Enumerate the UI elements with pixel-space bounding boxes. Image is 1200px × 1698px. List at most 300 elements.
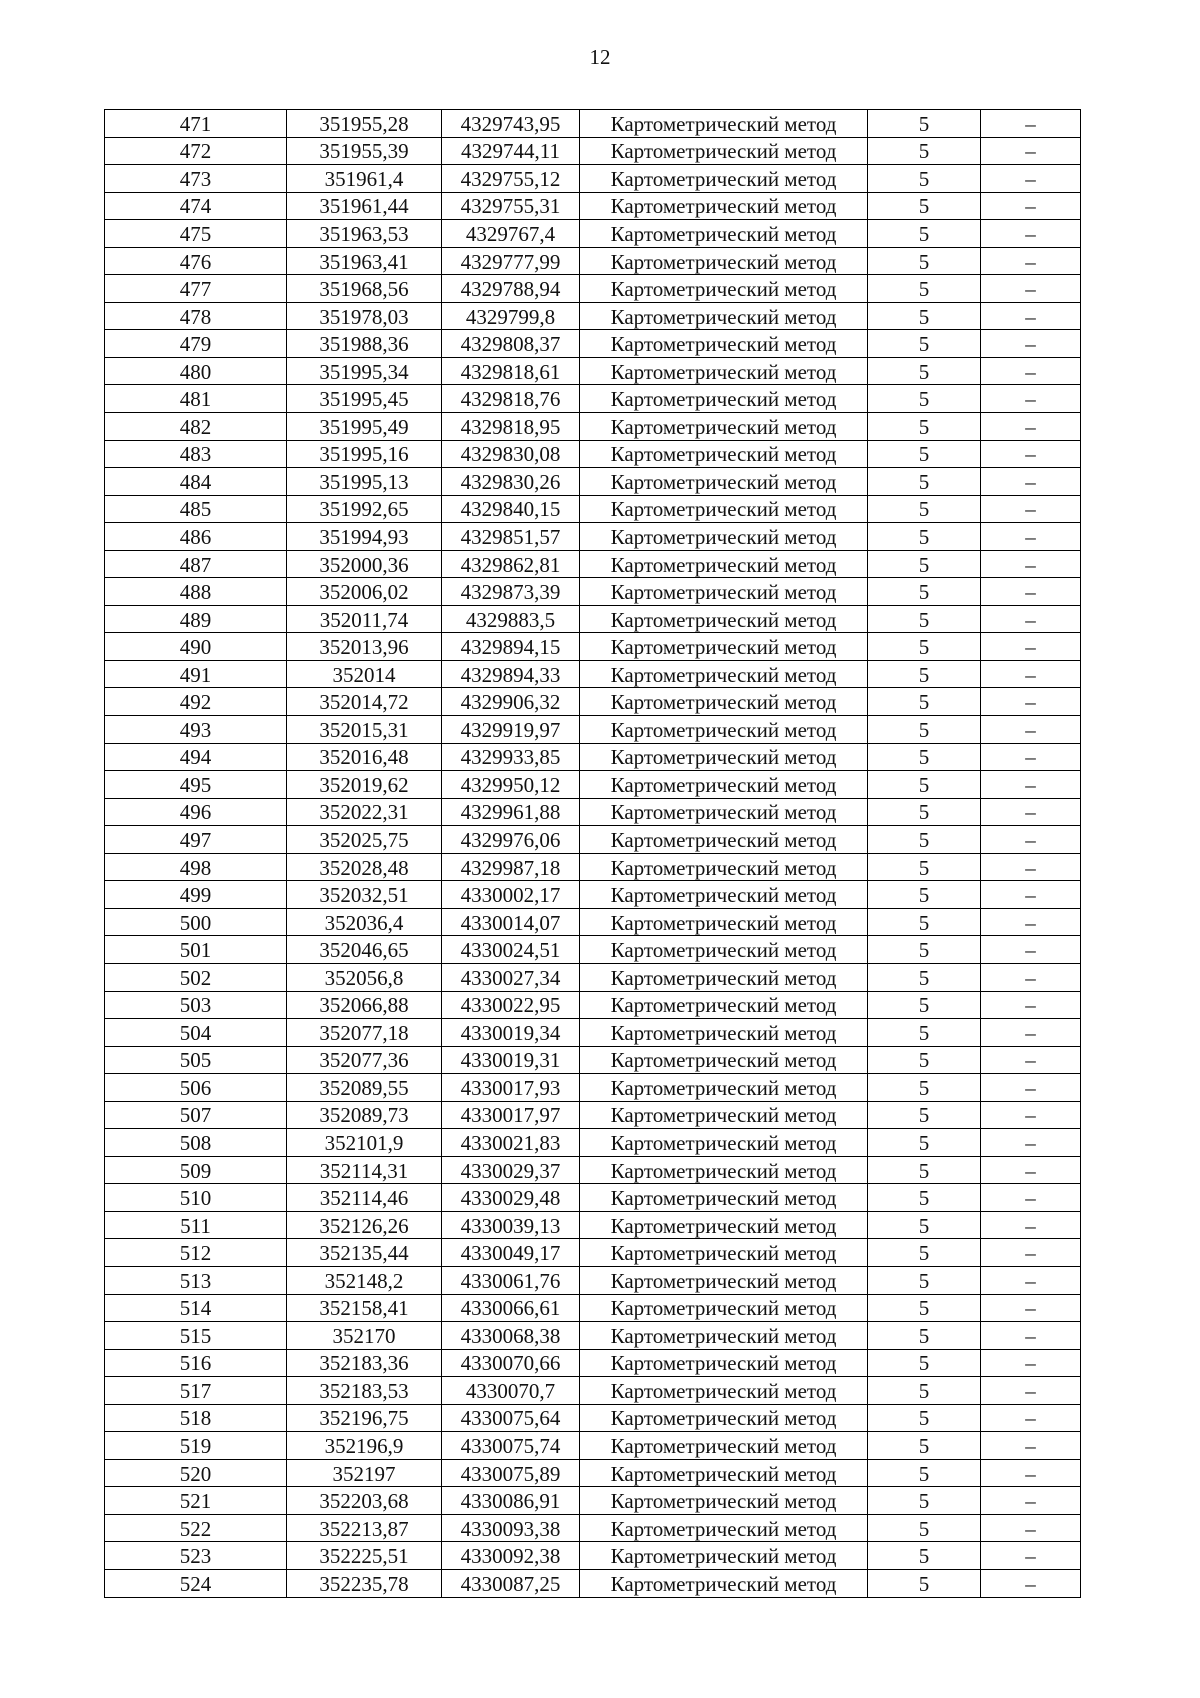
description-cell: – xyxy=(981,881,1081,909)
method-cell: Картометрический метод xyxy=(580,1487,868,1515)
description-cell: – xyxy=(981,826,1081,854)
precision-cell: 5 xyxy=(868,220,981,248)
x-coordinate-cell: 352014,72 xyxy=(287,688,442,716)
description-cell: – xyxy=(981,1487,1081,1515)
point-number-cell: 498 xyxy=(105,853,287,881)
x-coordinate-cell: 351995,13 xyxy=(287,468,442,496)
table-row xyxy=(105,165,1081,193)
y-coordinate-cell: 4329950,12 xyxy=(442,771,580,799)
method-cell: Картометрический метод xyxy=(580,468,868,496)
method-cell: Картометрический метод xyxy=(580,1019,868,1047)
point-number-cell: 481 xyxy=(105,385,287,413)
y-coordinate-cell: 4329788,94 xyxy=(442,275,580,303)
precision-cell: 5 xyxy=(868,578,981,606)
x-coordinate-cell: 352025,75 xyxy=(287,826,442,854)
precision-cell: 5 xyxy=(868,1211,981,1239)
x-coordinate-cell: 351961,44 xyxy=(287,192,442,220)
precision-cell: 5 xyxy=(868,1542,981,1570)
method-cell: Картометрический метод xyxy=(580,550,868,578)
method-cell: Картометрический метод xyxy=(580,110,868,138)
precision-cell: 5 xyxy=(868,908,981,936)
method-cell: Картометрический метод xyxy=(580,275,868,303)
y-coordinate-cell: 4329862,81 xyxy=(442,550,580,578)
method-cell: Картометрический метод xyxy=(580,881,868,909)
method-cell: Картометрический метод xyxy=(580,495,868,523)
precision-cell: 5 xyxy=(868,1101,981,1129)
table-row xyxy=(105,468,1081,496)
precision-cell: 5 xyxy=(868,1294,981,1322)
method-cell: Картометрический метод xyxy=(580,798,868,826)
method-cell: Картометрический метод xyxy=(580,771,868,799)
precision-cell: 5 xyxy=(868,110,981,138)
table-row xyxy=(105,1101,1081,1129)
precision-cell: 5 xyxy=(868,247,981,275)
point-number-cell: 514 xyxy=(105,1294,287,1322)
y-coordinate-cell: 4330070,7 xyxy=(442,1377,580,1405)
method-cell: Картометрический метод xyxy=(580,1404,868,1432)
table-row xyxy=(105,137,1081,165)
table-row xyxy=(105,523,1081,551)
description-cell: – xyxy=(981,798,1081,826)
table-row xyxy=(105,495,1081,523)
table-row xyxy=(105,1156,1081,1184)
y-coordinate-cell: 4329744,11 xyxy=(442,137,580,165)
y-coordinate-cell: 4329873,39 xyxy=(442,578,580,606)
point-number-cell: 504 xyxy=(105,1019,287,1047)
point-number-cell: 515 xyxy=(105,1322,287,1350)
method-cell: Картометрический метод xyxy=(580,220,868,248)
x-coordinate-cell: 352077,18 xyxy=(287,1019,442,1047)
description-cell: – xyxy=(981,1129,1081,1157)
x-coordinate-cell: 351988,36 xyxy=(287,330,442,358)
point-number-cell: 519 xyxy=(105,1432,287,1460)
method-cell: Картометрический метод xyxy=(580,716,868,744)
table-row xyxy=(105,881,1081,909)
table-row xyxy=(105,963,1081,991)
precision-cell: 5 xyxy=(868,468,981,496)
x-coordinate-cell: 352203,68 xyxy=(287,1487,442,1515)
precision-cell: 5 xyxy=(868,963,981,991)
method-cell: Картометрический метод xyxy=(580,523,868,551)
x-coordinate-cell: 351963,53 xyxy=(287,220,442,248)
x-coordinate-cell: 352170 xyxy=(287,1322,442,1350)
precision-cell: 5 xyxy=(868,1156,981,1184)
precision-cell: 5 xyxy=(868,1019,981,1047)
point-number-cell: 513 xyxy=(105,1266,287,1294)
y-coordinate-cell: 4330022,95 xyxy=(442,991,580,1019)
table-row xyxy=(105,330,1081,358)
point-number-cell: 482 xyxy=(105,413,287,441)
y-coordinate-cell: 4329840,15 xyxy=(442,495,580,523)
description-cell: – xyxy=(981,743,1081,771)
point-number-cell: 487 xyxy=(105,550,287,578)
table-row xyxy=(105,110,1081,138)
table-row xyxy=(105,1404,1081,1432)
x-coordinate-cell: 351995,16 xyxy=(287,440,442,468)
point-number-cell: 522 xyxy=(105,1514,287,1542)
table-row xyxy=(105,1184,1081,1212)
x-coordinate-cell: 351968,56 xyxy=(287,275,442,303)
table-row xyxy=(105,1569,1081,1597)
point-number-cell: 523 xyxy=(105,1542,287,1570)
table-row xyxy=(105,413,1081,441)
point-number-cell: 478 xyxy=(105,302,287,330)
y-coordinate-cell: 4329808,37 xyxy=(442,330,580,358)
point-number-cell: 474 xyxy=(105,192,287,220)
description-cell: – xyxy=(981,605,1081,633)
method-cell: Картометрический метод xyxy=(580,357,868,385)
x-coordinate-cell: 352213,87 xyxy=(287,1514,442,1542)
table-row xyxy=(105,1377,1081,1405)
description-cell: – xyxy=(981,991,1081,1019)
precision-cell: 5 xyxy=(868,275,981,303)
x-coordinate-cell: 351955,28 xyxy=(287,110,442,138)
point-number-cell: 480 xyxy=(105,357,287,385)
method-cell: Картометрический метод xyxy=(580,605,868,633)
y-coordinate-cell: 4330019,31 xyxy=(442,1046,580,1074)
method-cell: Картометрический метод xyxy=(580,247,868,275)
y-coordinate-cell: 4330093,38 xyxy=(442,1514,580,1542)
x-coordinate-cell: 352089,73 xyxy=(287,1101,442,1129)
point-number-cell: 524 xyxy=(105,1569,287,1597)
method-cell: Картометрический метод xyxy=(580,330,868,358)
description-cell: – xyxy=(981,1211,1081,1239)
precision-cell: 5 xyxy=(868,413,981,441)
point-number-cell: 497 xyxy=(105,826,287,854)
description-cell: – xyxy=(981,1542,1081,1570)
x-coordinate-cell: 351961,4 xyxy=(287,165,442,193)
x-coordinate-cell: 352011,74 xyxy=(287,605,442,633)
x-coordinate-cell: 352114,31 xyxy=(287,1156,442,1184)
x-coordinate-cell: 351995,34 xyxy=(287,357,442,385)
point-number-cell: 493 xyxy=(105,716,287,744)
y-coordinate-cell: 4330068,38 xyxy=(442,1322,580,1350)
y-coordinate-cell: 4330061,76 xyxy=(442,1266,580,1294)
method-cell: Картометрический метод xyxy=(580,991,868,1019)
y-coordinate-cell: 4330017,93 xyxy=(442,1074,580,1102)
x-coordinate-cell: 352046,65 xyxy=(287,936,442,964)
point-number-cell: 471 xyxy=(105,110,287,138)
precision-cell: 5 xyxy=(868,1322,981,1350)
description-cell: – xyxy=(981,578,1081,606)
y-coordinate-cell: 4330039,13 xyxy=(442,1211,580,1239)
point-number-cell: 510 xyxy=(105,1184,287,1212)
x-coordinate-cell: 352015,31 xyxy=(287,716,442,744)
description-cell: – xyxy=(981,1156,1081,1184)
method-cell: Картометрический метод xyxy=(580,908,868,936)
description-cell: – xyxy=(981,165,1081,193)
x-coordinate-cell: 351955,39 xyxy=(287,137,442,165)
y-coordinate-cell: 4329755,12 xyxy=(442,165,580,193)
y-coordinate-cell: 4329818,76 xyxy=(442,385,580,413)
precision-cell: 5 xyxy=(868,385,981,413)
method-cell: Картометрический метод xyxy=(580,413,868,441)
y-coordinate-cell: 4330027,34 xyxy=(442,963,580,991)
description-cell: – xyxy=(981,275,1081,303)
table-row xyxy=(105,1046,1081,1074)
coordinates-table-body xyxy=(105,110,1081,1598)
x-coordinate-cell: 352022,31 xyxy=(287,798,442,826)
precision-cell: 5 xyxy=(868,1459,981,1487)
x-coordinate-cell: 352056,8 xyxy=(287,963,442,991)
description-cell: – xyxy=(981,302,1081,330)
point-number-cell: 484 xyxy=(105,468,287,496)
precision-cell: 5 xyxy=(868,1239,981,1267)
description-cell: – xyxy=(981,660,1081,688)
y-coordinate-cell: 4329987,18 xyxy=(442,853,580,881)
description-cell: – xyxy=(981,1101,1081,1129)
page-number: 12 xyxy=(589,45,611,69)
method-cell: Картометрический метод xyxy=(580,743,868,771)
method-cell: Картометрический метод xyxy=(580,165,868,193)
precision-cell: 5 xyxy=(868,440,981,468)
table-row xyxy=(105,1129,1081,1157)
point-number-cell: 501 xyxy=(105,936,287,964)
description-cell: – xyxy=(981,716,1081,744)
table-row xyxy=(105,578,1081,606)
method-cell: Картометрический метод xyxy=(580,963,868,991)
y-coordinate-cell: 4330075,74 xyxy=(442,1432,580,1460)
table-row xyxy=(105,1294,1081,1322)
description-cell: – xyxy=(981,1239,1081,1267)
table-row xyxy=(105,605,1081,633)
table-row xyxy=(105,192,1081,220)
y-coordinate-cell: 4329976,06 xyxy=(442,826,580,854)
description-cell: – xyxy=(981,357,1081,385)
table-row xyxy=(105,660,1081,688)
x-coordinate-cell: 352148,2 xyxy=(287,1266,442,1294)
x-coordinate-cell: 352126,26 xyxy=(287,1211,442,1239)
description-cell: – xyxy=(981,1377,1081,1405)
method-cell: Картометрический метод xyxy=(580,1432,868,1460)
method-cell: Картометрический метод xyxy=(580,1569,868,1597)
precision-cell: 5 xyxy=(868,605,981,633)
y-coordinate-cell: 4329851,57 xyxy=(442,523,580,551)
method-cell: Картометрический метод xyxy=(580,688,868,716)
precision-cell: 5 xyxy=(868,1377,981,1405)
coordinates-table xyxy=(104,109,1081,1598)
table-row xyxy=(105,1349,1081,1377)
precision-cell: 5 xyxy=(868,1266,981,1294)
description-cell: – xyxy=(981,1569,1081,1597)
point-number-cell: 518 xyxy=(105,1404,287,1432)
table-row xyxy=(105,936,1081,964)
y-coordinate-cell: 4329830,26 xyxy=(442,468,580,496)
y-coordinate-cell: 4330066,61 xyxy=(442,1294,580,1322)
method-cell: Картометрический метод xyxy=(580,1101,868,1129)
description-cell: – xyxy=(981,1432,1081,1460)
precision-cell: 5 xyxy=(868,523,981,551)
point-number-cell: 472 xyxy=(105,137,287,165)
point-number-cell: 483 xyxy=(105,440,287,468)
description-cell: – xyxy=(981,110,1081,138)
x-coordinate-cell: 351994,93 xyxy=(287,523,442,551)
y-coordinate-cell: 4330002,17 xyxy=(442,881,580,909)
description-cell: – xyxy=(981,247,1081,275)
method-cell: Картометрический метод xyxy=(580,1046,868,1074)
table-row xyxy=(105,302,1081,330)
description-cell: – xyxy=(981,413,1081,441)
x-coordinate-cell: 352032,51 xyxy=(287,881,442,909)
x-coordinate-cell: 352089,55 xyxy=(287,1074,442,1102)
x-coordinate-cell: 352183,36 xyxy=(287,1349,442,1377)
x-coordinate-cell: 352028,48 xyxy=(287,853,442,881)
point-number-cell: 492 xyxy=(105,688,287,716)
description-cell: – xyxy=(981,908,1081,936)
x-coordinate-cell: 351995,49 xyxy=(287,413,442,441)
table-row xyxy=(105,440,1081,468)
y-coordinate-cell: 4330029,48 xyxy=(442,1184,580,1212)
precision-cell: 5 xyxy=(868,302,981,330)
point-number-cell: 509 xyxy=(105,1156,287,1184)
description-cell: – xyxy=(981,1184,1081,1212)
precision-cell: 5 xyxy=(868,1349,981,1377)
x-coordinate-cell: 352183,53 xyxy=(287,1377,442,1405)
x-coordinate-cell: 352235,78 xyxy=(287,1569,442,1597)
table-row xyxy=(105,633,1081,661)
description-cell: – xyxy=(981,495,1081,523)
table-row xyxy=(105,1459,1081,1487)
description-cell: – xyxy=(981,1019,1081,1047)
x-coordinate-cell: 351963,41 xyxy=(287,247,442,275)
precision-cell: 5 xyxy=(868,1569,981,1597)
method-cell: Картометрический метод xyxy=(580,440,868,468)
point-number-cell: 495 xyxy=(105,771,287,799)
y-coordinate-cell: 4329894,33 xyxy=(442,660,580,688)
precision-cell: 5 xyxy=(868,743,981,771)
description-cell: – xyxy=(981,1349,1081,1377)
description-cell: – xyxy=(981,1459,1081,1487)
point-number-cell: 517 xyxy=(105,1377,287,1405)
point-number-cell: 511 xyxy=(105,1211,287,1239)
table-row xyxy=(105,908,1081,936)
point-number-cell: 506 xyxy=(105,1074,287,1102)
method-cell: Картометрический метод xyxy=(580,1156,868,1184)
description-cell: – xyxy=(981,936,1081,964)
method-cell: Картометрический метод xyxy=(580,853,868,881)
x-coordinate-cell: 352135,44 xyxy=(287,1239,442,1267)
x-coordinate-cell: 352158,41 xyxy=(287,1294,442,1322)
point-number-cell: 490 xyxy=(105,633,287,661)
method-cell: Картометрический метод xyxy=(580,1184,868,1212)
table-row xyxy=(105,385,1081,413)
table-row xyxy=(105,550,1081,578)
description-cell: – xyxy=(981,220,1081,248)
table-row xyxy=(105,1211,1081,1239)
x-coordinate-cell: 352114,46 xyxy=(287,1184,442,1212)
precision-cell: 5 xyxy=(868,771,981,799)
method-cell: Картометрический метод xyxy=(580,1294,868,1322)
y-coordinate-cell: 4329894,15 xyxy=(442,633,580,661)
method-cell: Картометрический метод xyxy=(580,385,868,413)
precision-cell: 5 xyxy=(868,1129,981,1157)
x-coordinate-cell: 352014 xyxy=(287,660,442,688)
method-cell: Картометрический метод xyxy=(580,826,868,854)
method-cell: Картометрический метод xyxy=(580,578,868,606)
x-coordinate-cell: 352225,51 xyxy=(287,1542,442,1570)
precision-cell: 5 xyxy=(868,633,981,661)
method-cell: Картометрический метод xyxy=(580,137,868,165)
method-cell: Картометрический метод xyxy=(580,1074,868,1102)
table-row xyxy=(105,1074,1081,1102)
point-number-cell: 488 xyxy=(105,578,287,606)
y-coordinate-cell: 4330017,97 xyxy=(442,1101,580,1129)
y-coordinate-cell: 4329919,97 xyxy=(442,716,580,744)
y-coordinate-cell: 4330014,07 xyxy=(442,908,580,936)
point-number-cell: 521 xyxy=(105,1487,287,1515)
x-coordinate-cell: 352197 xyxy=(287,1459,442,1487)
description-cell: – xyxy=(981,137,1081,165)
precision-cell: 5 xyxy=(868,688,981,716)
method-cell: Картометрический метод xyxy=(580,1542,868,1570)
x-coordinate-cell: 351978,03 xyxy=(287,302,442,330)
description-cell: – xyxy=(981,440,1081,468)
y-coordinate-cell: 4329883,5 xyxy=(442,605,580,633)
method-cell: Картометрический метод xyxy=(580,660,868,688)
y-coordinate-cell: 4330029,37 xyxy=(442,1156,580,1184)
y-coordinate-cell: 4330075,64 xyxy=(442,1404,580,1432)
x-coordinate-cell: 351995,45 xyxy=(287,385,442,413)
precision-cell: 5 xyxy=(868,991,981,1019)
method-cell: Картометрический метод xyxy=(580,633,868,661)
y-coordinate-cell: 4330024,51 xyxy=(442,936,580,964)
point-number-cell: 503 xyxy=(105,991,287,1019)
description-cell: – xyxy=(981,523,1081,551)
point-number-cell: 507 xyxy=(105,1101,287,1129)
y-coordinate-cell: 4329818,61 xyxy=(442,357,580,385)
table-row xyxy=(105,1487,1081,1515)
precision-cell: 5 xyxy=(868,853,981,881)
y-coordinate-cell: 4329799,8 xyxy=(442,302,580,330)
table-row xyxy=(105,247,1081,275)
table-row xyxy=(105,1239,1081,1267)
description-cell: – xyxy=(981,771,1081,799)
y-coordinate-cell: 4329777,99 xyxy=(442,247,580,275)
description-cell: – xyxy=(981,688,1081,716)
table-row xyxy=(105,1432,1081,1460)
precision-cell: 5 xyxy=(868,716,981,744)
description-cell: – xyxy=(981,385,1081,413)
point-number-cell: 491 xyxy=(105,660,287,688)
precision-cell: 5 xyxy=(868,192,981,220)
table-row xyxy=(105,1266,1081,1294)
method-cell: Картометрический метод xyxy=(580,1211,868,1239)
y-coordinate-cell: 4330075,89 xyxy=(442,1459,580,1487)
method-cell: Картометрический метод xyxy=(580,1514,868,1542)
precision-cell: 5 xyxy=(868,1046,981,1074)
table-row xyxy=(105,688,1081,716)
point-number-cell: 473 xyxy=(105,165,287,193)
point-number-cell: 516 xyxy=(105,1349,287,1377)
x-coordinate-cell: 352196,75 xyxy=(287,1404,442,1432)
table-row xyxy=(105,826,1081,854)
precision-cell: 5 xyxy=(868,826,981,854)
precision-cell: 5 xyxy=(868,330,981,358)
point-number-cell: 508 xyxy=(105,1129,287,1157)
description-cell: – xyxy=(981,1322,1081,1350)
description-cell: – xyxy=(981,1074,1081,1102)
method-cell: Картометрический метод xyxy=(580,936,868,964)
point-number-cell: 479 xyxy=(105,330,287,358)
method-cell: Картометрический метод xyxy=(580,1239,868,1267)
precision-cell: 5 xyxy=(868,1514,981,1542)
description-cell: – xyxy=(981,1404,1081,1432)
y-coordinate-cell: 4330092,38 xyxy=(442,1542,580,1570)
y-coordinate-cell: 4330019,34 xyxy=(442,1019,580,1047)
point-number-cell: 489 xyxy=(105,605,287,633)
table-row xyxy=(105,357,1081,385)
precision-cell: 5 xyxy=(868,1184,981,1212)
